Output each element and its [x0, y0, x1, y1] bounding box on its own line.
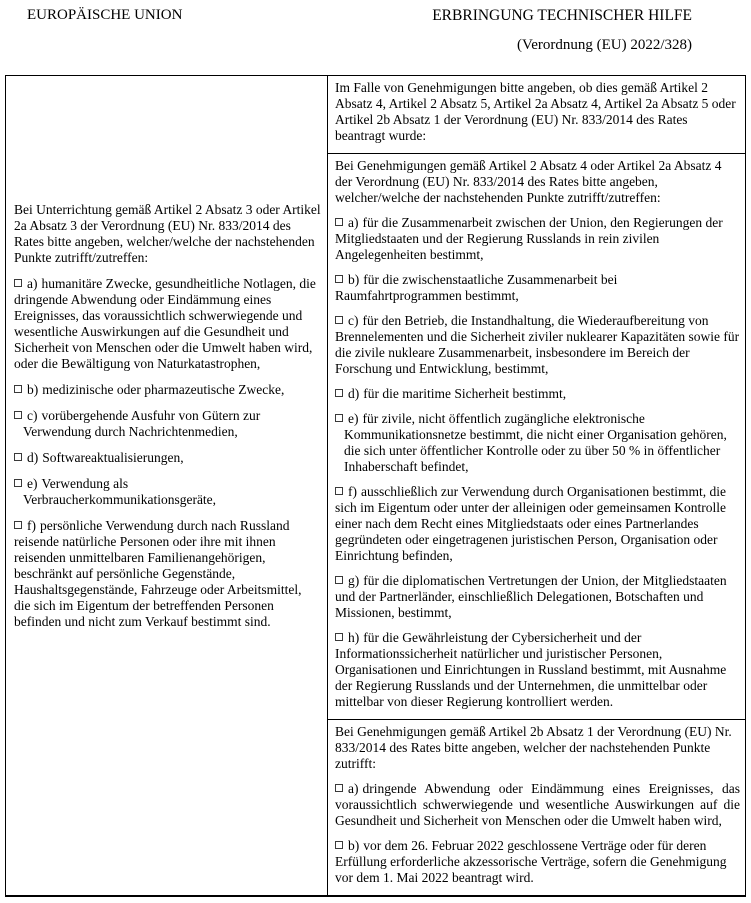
checklist-item	[335, 838, 740, 886]
checklist-item	[335, 215, 740, 263]
item-label: d)	[27, 450, 39, 465]
checkbox-icon[interactable]	[335, 218, 343, 226]
checkbox-icon[interactable]	[14, 411, 22, 419]
item-text: vorübergehende Ausfuhr von Gütern zur Verwendung durch Nachrichtenmedien,	[23, 408, 261, 439]
left-cell	[6, 76, 328, 895]
checklist-item	[335, 272, 740, 304]
checkbox-icon[interactable]	[335, 414, 343, 422]
item-text: Softwareaktualisierungen,	[42, 450, 184, 465]
checkbox-icon[interactable]	[335, 633, 343, 641]
left-cell-intro: Bei Unterrichtung gemäß Artikel 2 Absatz 3 oder Artikel 2a Absatz 3 der Verordnung (EU) Nr. 833/2014 des Rates bitte angeben, welcher/welche der nachstehenden Punkte zutrifft/zutreffen:	[14, 202, 321, 265]
checkbox-icon[interactable]	[14, 279, 22, 287]
document-subtitle: (Verordnung (EU) 2022/328)	[517, 37, 692, 53]
checklist-item	[14, 276, 321, 372]
right-cell-3	[328, 720, 745, 895]
item-text: humanitäre Zwecke, gesundheitliche Notlagen, die dringende Abwendung oder Eindämmung eines Ereignisses, das voraussichtlich schwerwiegende und wesentliche Auswirkungen auf die Gesundheit und Sicherheit von Menschen oder die Umwelt haben wird, oder die Bewältigung von Naturkatastrophen,	[14, 276, 316, 371]
item-label: b)	[348, 838, 360, 853]
item-label: a)	[348, 781, 359, 796]
item-label: b)	[348, 272, 360, 287]
item-text: dringende Abwendung oder Eindämmung eines Ereignisses, das voraussichtlich schwerwiegende und wesentliche Auswirkungen auf die Gesundheit und Sicherheit von Menschen oder die Umwelt haben wird,	[335, 781, 740, 828]
checkbox-icon[interactable]	[335, 784, 343, 792]
item-text: für die Zusammenarbeit zwischen der Union, den Regierungen der Mitgliedstaaten und der Regierung Russlands in rein zivilen Angelegenheiten bestimmt,	[335, 215, 723, 262]
item-text: medizinische oder pharmazeutische Zwecke,	[42, 382, 285, 397]
right-cell-2-intro: Bei Genehmigungen gemäß Artikel 2 Absatz 4 oder Artikel 2a Absatz 4 der Verordnung (EU) Nr. 833/2014 des Rates bitte angeben, welcher/welche der nachstehenden Punkte zutrifft/zutreffen:	[335, 158, 722, 205]
item-text: für die maritime Sicherheit bestimmt,	[363, 386, 567, 401]
right-cell-2	[328, 154, 745, 720]
checklist-item	[335, 411, 740, 475]
item-label: a)	[348, 215, 359, 230]
item-label: e)	[348, 411, 359, 426]
item-text: für die diplomatischen Vertretungen der Union, der Mitgliedstaaten und der Partnerländer, einschließlich Delegationen, Botschaften und Missionen, bestimmt,	[335, 573, 727, 620]
item-label: f)	[27, 518, 36, 533]
item-label: d)	[348, 386, 360, 401]
item-label: e)	[27, 476, 38, 491]
item-label: g)	[348, 573, 360, 588]
checkbox-icon[interactable]	[335, 841, 343, 849]
checklist-item	[335, 630, 740, 710]
checkbox-icon[interactable]	[14, 479, 22, 487]
page-header	[0, 0, 751, 75]
checkbox-icon[interactable]	[335, 576, 343, 584]
checklist-item	[335, 484, 740, 564]
item-label: a)	[27, 276, 38, 291]
item-text: für den Betrieb, die Instandhaltung, die Wiederaufbereitung von Brennelementen und die Sicherheit ziviler nuklearer Kapazitäten sowie für die zivile nukleare Zusammenarbeit, insbesondere im Bereich der Forschung und Entwicklung, bestimmt,	[335, 313, 740, 376]
item-text: ausschließlich zur Verwendung durch Organisationen bestimmt, die sich im Eigentum oder unter der alleinigen oder gemeinsamen Kontrolle einer nach dem Recht eines Mitgliedstaats oder eines Partnerlandes gegründeten oder eingetragenen juristischen Person, Organisation oder Einrichtung befinden,	[335, 484, 727, 563]
item-text: Verwendung als Verbraucherkommunikationsgeräte,	[23, 476, 217, 507]
checkbox-icon[interactable]	[335, 487, 343, 495]
item-label: c)	[348, 313, 359, 328]
document-table	[5, 75, 746, 897]
checkbox-icon[interactable]	[14, 453, 22, 461]
checklist-item	[335, 386, 740, 402]
item-text: für die Gewährleistung der Cybersicherheit und der Informationssicherheit natürlicher und juristischer Personen, Organisationen und Einrichtungen in Russland bestimmt, mit Ausnahme der Regierung Russlands und der Unternehmen, die unmittelbar oder mittelbar von dieser Regierung kontrolliert werden.	[335, 630, 727, 709]
checkbox-icon[interactable]	[14, 385, 22, 393]
checkbox-icon[interactable]	[335, 389, 343, 397]
checklist-item	[335, 573, 740, 621]
checklist-item	[14, 518, 321, 630]
document-title-block	[432, 7, 692, 54]
checkbox-icon[interactable]	[335, 316, 343, 324]
checkbox-icon[interactable]	[14, 521, 22, 529]
item-text: für die zwischenstaatliche Zusammenarbeit bei Raumfahrtprogrammen bestimmt,	[335, 272, 618, 303]
checklist-item	[14, 450, 321, 466]
item-label: b)	[27, 382, 39, 397]
checkbox-icon[interactable]	[335, 275, 343, 283]
right-cell-1	[328, 76, 745, 154]
right-cell-3-intro: Bei Genehmigungen gemäß Artikel 2b Absatz 1 der Verordnung (EU) Nr. 833/2014 des Rates bitte angeben, welcher der nachstehenden Punkte zutrifft:	[335, 724, 732, 771]
right-cell-1-text: Im Falle von Genehmigungen bitte angeben, ob dies gemäß Artikel 2 Absatz 4, Artikel 2 Absatz 5, Artikel 2a Absatz 4, Artikel 2a Absatz 5 oder Artikel 2b Absatz 1 der Verordnung (EU) Nr. 833/2014 des Rates beantragt wurde:	[335, 80, 736, 143]
item-label: c)	[27, 408, 38, 423]
item-text: für zivile, nicht öffentlich zugängliche elektronische Kommunikationsnetze bestimmt, die nicht einer Organisation gehören, die sich unter öffentlicher Kontrolle oder zu über 50 % in öffentlicher Inhaberschaft befindet,	[344, 411, 727, 474]
item-label: f)	[348, 484, 357, 499]
item-text: persönliche Verwendung durch nach Russland reisende natürliche Personen oder ihre mit ihnen reisenden unmittelbaren Familienangehörigen, beschränkt auf persönliche Gegenstände, Haushaltsgegenstände, Fahrzeuge oder Arbeitsmittel, die sich im Eigentum der betreffenden Personen befinden und nicht zum Verkauf bestimmt sind.	[14, 518, 302, 629]
checklist-item	[14, 408, 321, 440]
org-title: EUROPÄISCHE UNION	[27, 7, 183, 23]
item-text: vor dem 26. Februar 2022 geschlossene Verträge oder für deren Erfüllung erforderliche akzessorische Verträge, sofern die Genehmigung vor dem 1. Mai 2022 beantragt wird.	[335, 838, 727, 885]
checklist-item	[14, 476, 321, 508]
item-label: h)	[348, 630, 360, 645]
checklist-item	[14, 382, 321, 398]
checklist-item	[335, 781, 740, 829]
right-column	[328, 76, 745, 895]
checklist-item	[335, 313, 740, 377]
document-title: ERBRINGUNG TECHNISCHER HILFE	[432, 7, 692, 24]
